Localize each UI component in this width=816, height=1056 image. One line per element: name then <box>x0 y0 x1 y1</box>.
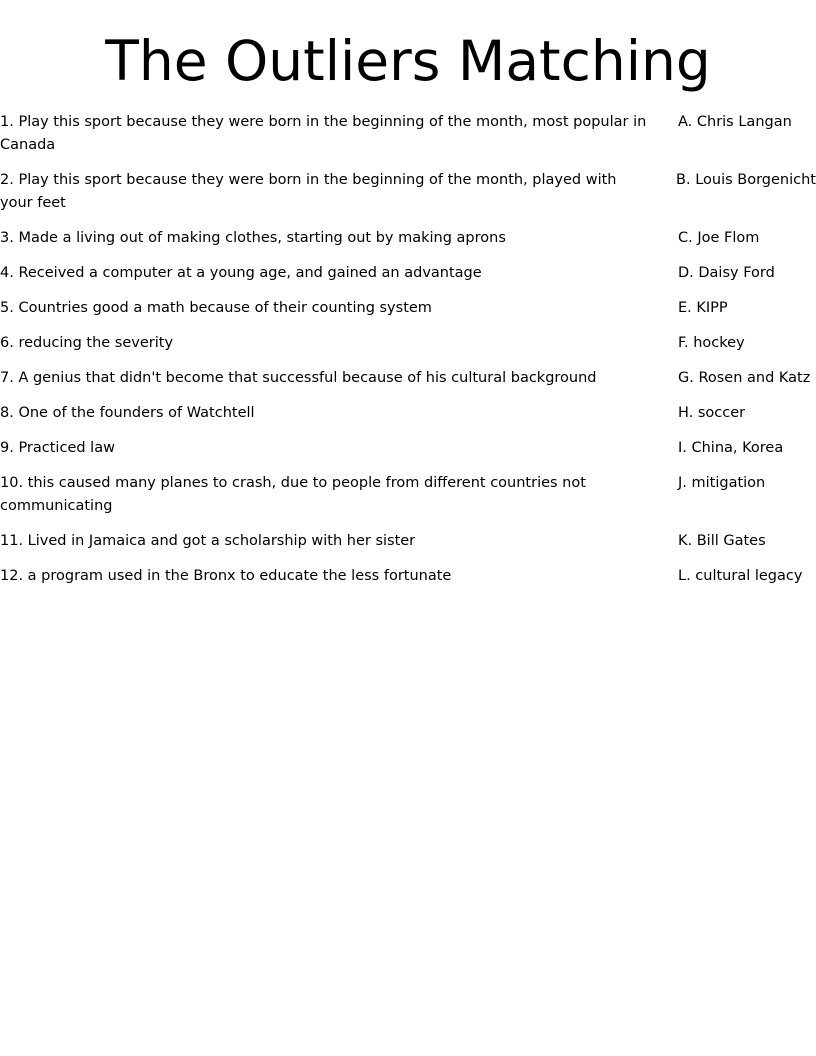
clue-text: 4. Received a computer at a young age, and gained an advantage <box>0 265 482 281</box>
page-title: The Outliers Matching <box>105 29 711 93</box>
matching-row <box>0 169 816 215</box>
matching-row <box>0 332 816 355</box>
answer-option: C. Joe Flom <box>678 230 760 246</box>
answer-option: E. KIPP <box>678 300 728 316</box>
clue-text: 3. Made a living out of making clothes, starting out by making aprons <box>0 230 506 246</box>
clue-text: 9. Practiced law <box>0 440 115 456</box>
answer-option: H. soccer <box>678 405 746 421</box>
clue-text: 7. A genius that didn't become that successful because of his cultural background <box>0 370 597 386</box>
answer-option: K. Bill Gates <box>678 533 766 549</box>
clue-text: 11. Lived in Jamaica and got a scholarship with her sister <box>0 533 416 549</box>
answer-option: J. mitigation <box>678 475 766 491</box>
answer-option: A. Chris Langan <box>678 114 792 130</box>
clue-text: 2. Play this sport because they were born in the beginning of the month, played with your feet <box>0 172 617 211</box>
matching-row <box>0 367 816 390</box>
matching-row <box>0 530 816 553</box>
answer-option: D. Daisy Ford <box>678 265 775 281</box>
clue-text: 8. One of the founders of Watchtell <box>0 405 255 421</box>
clue-text: 6. reducing the severity <box>0 335 174 351</box>
clue-text: 12. a program used in the Bronx to educate the less fortunate <box>0 568 452 584</box>
matching-row <box>0 111 816 157</box>
matching-row <box>0 437 816 460</box>
matching-list <box>0 111 816 600</box>
clue-text: 1. Play this sport because they were born in the beginning of the month, most popular in Canada <box>0 114 647 153</box>
matching-row <box>0 565 816 588</box>
answer-option: B. Louis Borgenicht <box>676 172 816 188</box>
matching-row <box>0 227 816 250</box>
matching-row <box>0 472 816 518</box>
matching-row <box>0 402 816 425</box>
answer-option: F. hockey <box>678 335 745 351</box>
answer-option: G. Rosen and Katz <box>678 370 811 386</box>
clue-text: 5. Countries good a math because of their counting system <box>0 300 432 316</box>
matching-row <box>0 297 816 320</box>
matching-row <box>0 262 816 285</box>
answer-option: L. cultural legacy <box>678 568 803 584</box>
clue-text: 10. this caused many planes to crash, due to people from different countries not communicating <box>0 475 586 514</box>
answer-option: I. China, Korea <box>678 440 784 456</box>
